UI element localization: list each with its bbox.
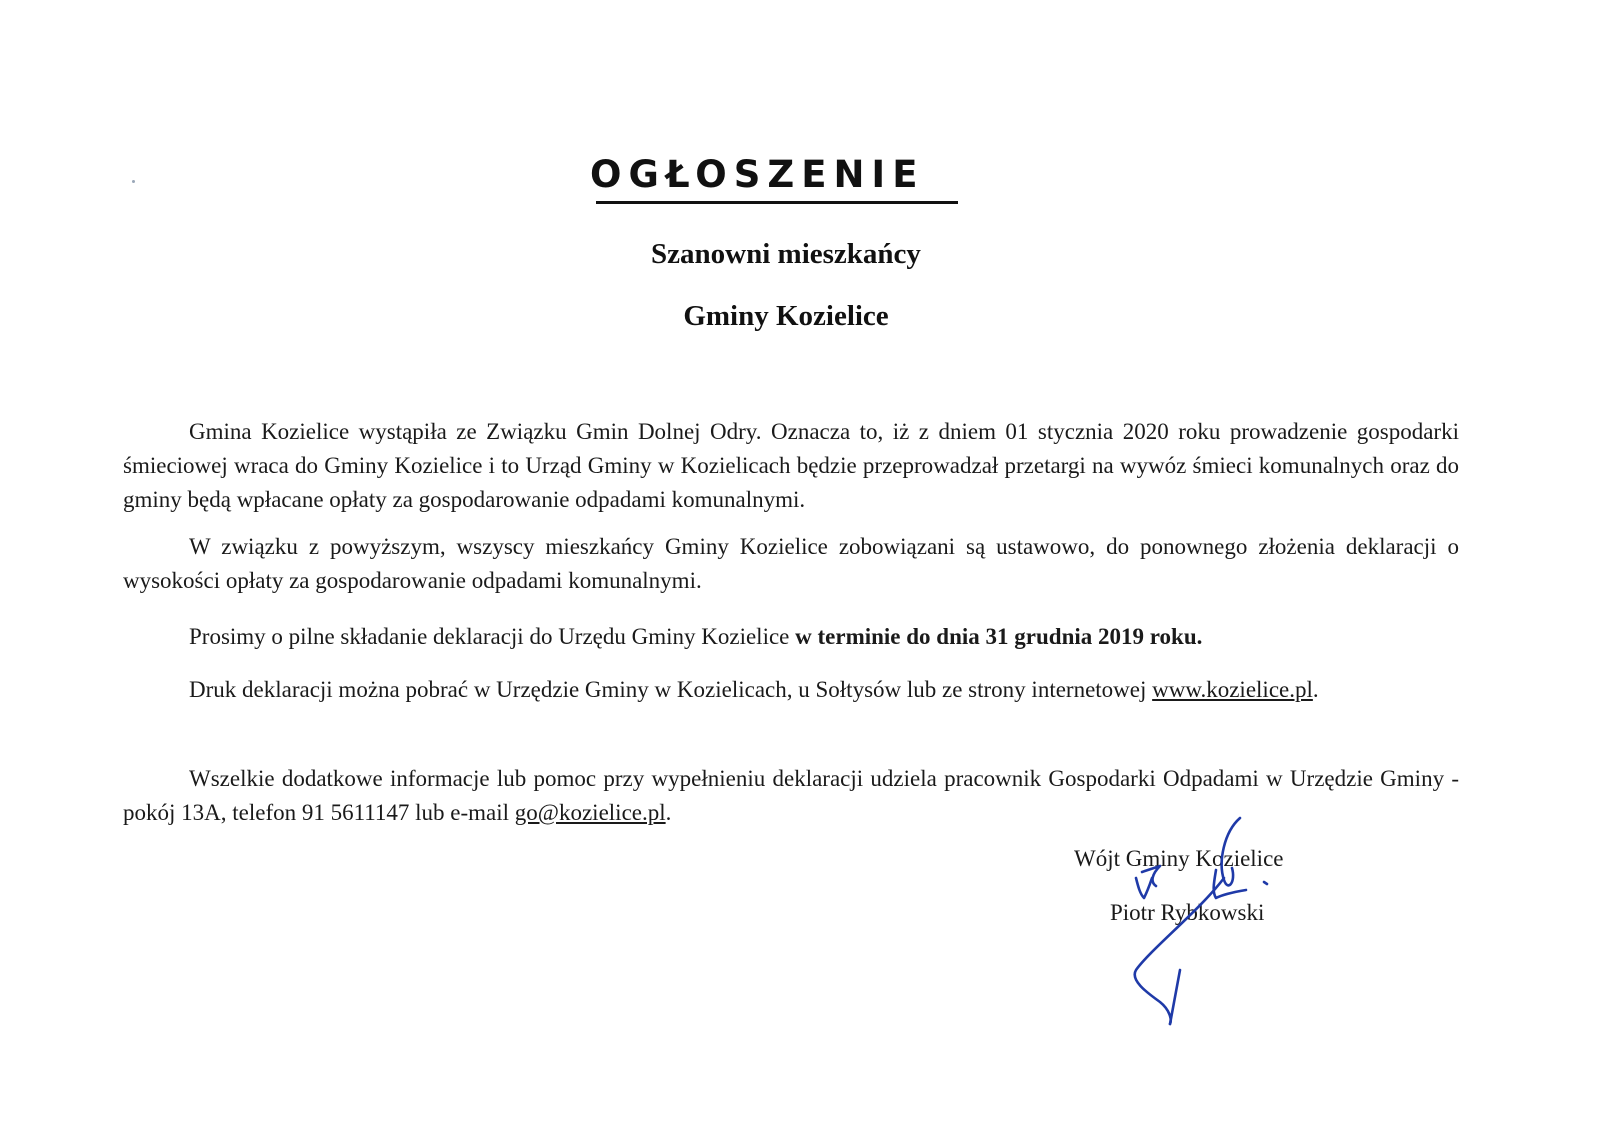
paragraph-1 bbox=[123, 415, 1459, 517]
signatory-title: Wójt Gminy Kozielice bbox=[1074, 846, 1284, 871]
paragraph-4-end: . bbox=[1312, 677, 1319, 702]
greeting-line-1: Szanowni mieszkańcy bbox=[651, 238, 921, 270]
announcement-title: OGŁOSZENIE bbox=[590, 153, 925, 196]
paragraph-4 bbox=[123, 673, 1459, 707]
paragraph-5-text: Wszelkie dodatkowe informacje lub pomoc przy wypełnieniu deklaracji udziela pracownik Gospodarki Odpadami w Urzędzie Gminy - pokój 13A, telefon 91 5611147 lub e-mail bbox=[123, 766, 1459, 825]
signatory-name: Piotr Rybkowski bbox=[1110, 900, 1265, 925]
email-link[interactable]: go@kozielice.pl bbox=[514, 800, 666, 825]
paragraph-1-text: Gmina Kozielice wystąpiła ze Związku Gmin Dolnej Odry. Oznacza to, iż z dniem 01 stycznia 2020 roku prowadzenie gospodarki śmieciowej wraca do Gminy Kozielice i to Urząd Gminy w Kozielicach będzie przeprowadzał przetargi na wywóz śmieci komunalnych oraz do gminy będą wpłacane opłaty za gospodarowanie odpadami komunalnymi. bbox=[123, 419, 1459, 512]
paragraph-3 bbox=[123, 620, 1459, 654]
handwritten-signature bbox=[1120, 810, 1320, 1040]
greeting-line-2: Gminy Kozielice bbox=[683, 300, 889, 332]
paragraph-3-text: Prosimy o pilne składanie deklaracji do Urzędu Gminy Kozielice bbox=[189, 624, 796, 649]
deadline-text: w terminie do dnia 31 grudnia 2019 roku. bbox=[795, 624, 1203, 649]
paragraph-2 bbox=[123, 530, 1459, 598]
paragraph-5-end: . bbox=[665, 800, 672, 825]
title-underline bbox=[596, 201, 958, 204]
paragraph-2-text: W związku z powyższym, wszyscy mieszkańcy Gminy Kozielice zobowiązani są ustawowo, do ponownego złożenia deklaracji o wysokości opłaty za gospodarowanie odpadami komunalnymi. bbox=[123, 534, 1459, 593]
website-link[interactable]: www.kozielice.pl bbox=[1152, 677, 1313, 702]
scan-speck bbox=[132, 180, 135, 183]
paragraph-4-text: Druk deklaracji można pobrać w Urzędzie Gminy w Kozielicach, u Sołtysów lub ze strony internetowej bbox=[189, 677, 1153, 702]
